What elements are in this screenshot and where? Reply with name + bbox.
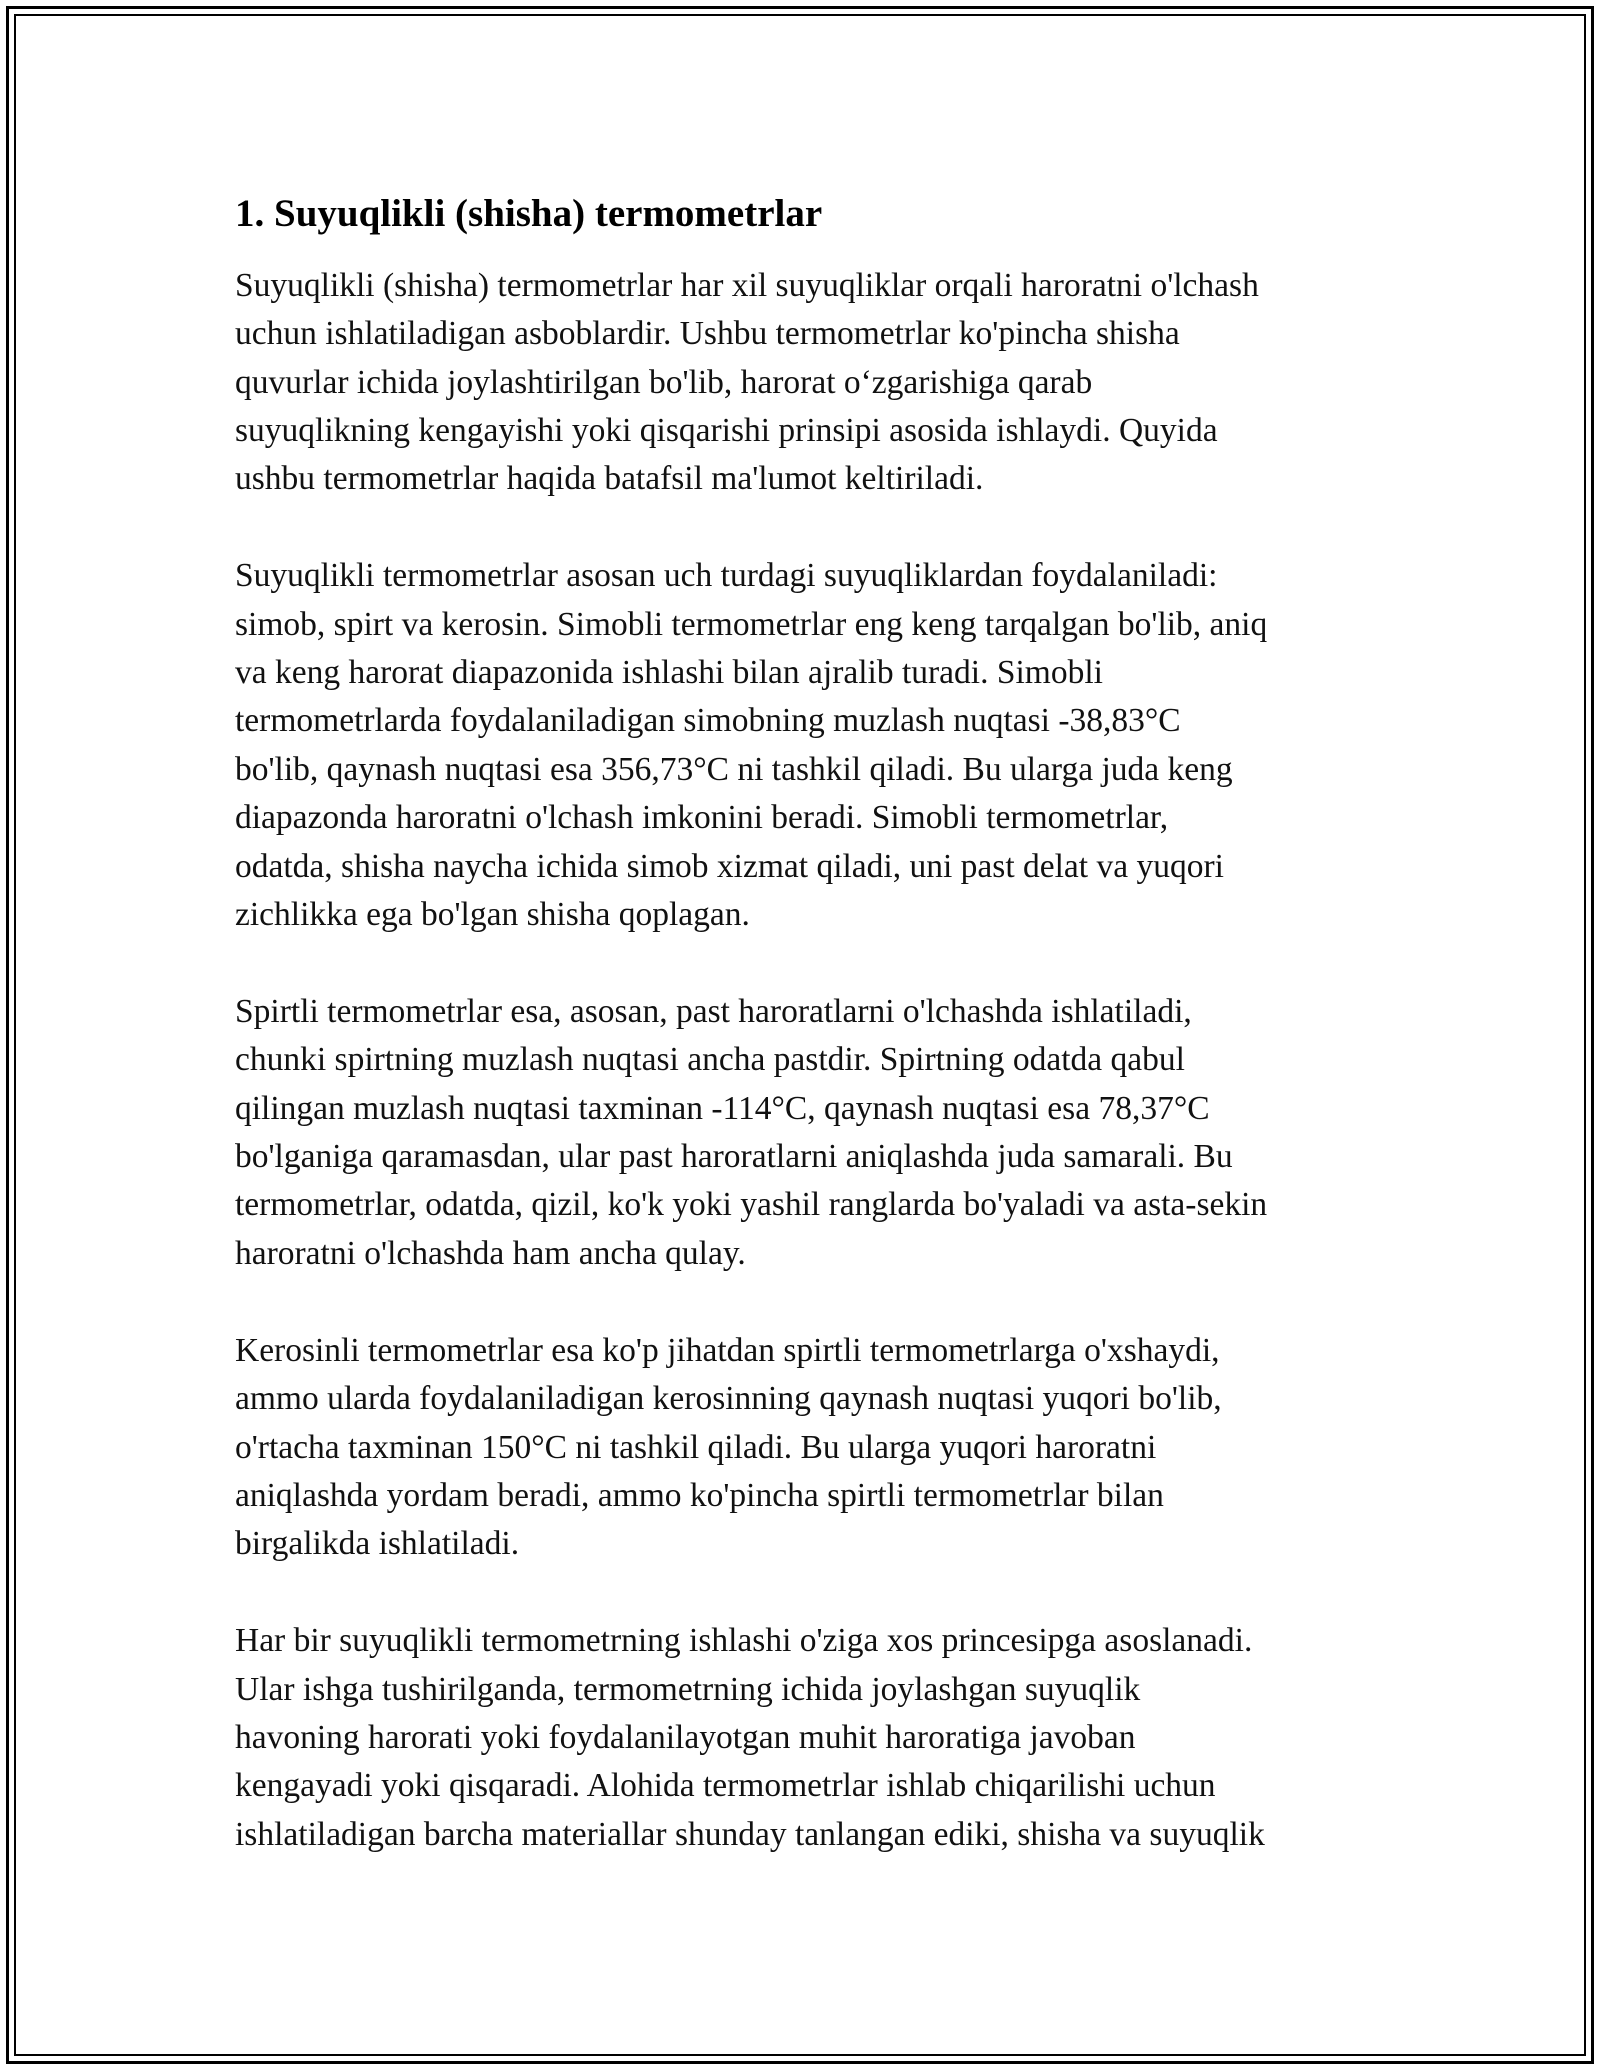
text-line: bo'lib, qaynash nuqtasi esa 356,73°C ni tashkil qiladi. Bu ularga juda keng xyxy=(235,750,1233,788)
text-line: Har bir suyuqlikli termometrning ishlashi o'ziga xos princesipga asoslanadi. xyxy=(235,1622,1253,1660)
text-line: termometrlar, odatda, qizil, ko'k yoki yashil ranglarda bo'yaladi va asta-sekin xyxy=(235,1186,1268,1224)
text-line: birgalikda ishlatiladi. xyxy=(235,1525,520,1563)
text-line: va keng harorat diapazonida ishlashi bilan ajralib turadi. Simobli xyxy=(235,654,1103,692)
text-line: suyuqlikning kengayishi yoki qisqarishi prinsipi asosida ishlaydi. Quyida xyxy=(235,412,1218,450)
document-content xyxy=(235,180,1370,1859)
text-line: odatda, shisha naycha ichida simob xizmat qiladi, uni past delat va yuqori xyxy=(235,847,1224,885)
text-line: haroratni o'lchashda ham ancha qulay. xyxy=(235,1234,746,1272)
paragraph-kerosene-thermometers xyxy=(235,1327,1370,1569)
text-line: simob, spirt va kerosin. Simobli termometrlar eng keng tarqalgan bo'lib, aniq xyxy=(235,605,1268,643)
text-line: quvurlar ichida joylashtirilgan bo'lib, harorat o‘zgarishiga qarab xyxy=(235,363,1093,401)
text-line: aniqlashda yordam beradi, ammo ko'pincha spirtli termometrlar bilan xyxy=(235,1476,1164,1514)
text-line: ishlatiladigan barcha materiallar shunday tanlangan ediki, shisha va suyuqlik xyxy=(235,1815,1265,1853)
paragraph-intro xyxy=(235,262,1370,504)
text-line: kengayadi yoki qisqaradi. Alohida termometrlar ishlab chiqarilishi uchun xyxy=(235,1767,1216,1805)
paragraph-alcohol-thermometers xyxy=(235,988,1370,1278)
text-line: ushbu termometrlar haqida batafsil ma'lumot keltiriladi. xyxy=(235,460,984,498)
text-line: qilingan muzlash nuqtasi taxminan -114°C, qaynash nuqtasi esa 78,37°C xyxy=(235,1089,1210,1127)
text-line: Spirtli termometrlar esa, asosan, past haroratlarni o'lchashda ishlatiladi, xyxy=(235,992,1192,1030)
text-line: chunki spirtning muzlash nuqtasi ancha pastdir. Spirtning odatda qabul xyxy=(235,1041,1185,1079)
paragraph-liquid-types xyxy=(235,552,1370,939)
paragraph-working-principle xyxy=(235,1617,1370,1859)
text-line: o'rtacha taxminan 150°C ni tashkil qiladi. Bu ularga yuqori haroratni xyxy=(235,1428,1157,1466)
text-line: Suyuqlikli termometrlar asosan uch turdagi suyuqliklardan foydalaniladi: xyxy=(235,557,1218,595)
text-line: Kerosinli termometrlar esa ko'p jihatdan spirtli termometrlarga o'xshaydi, xyxy=(235,1331,1220,1369)
section-heading: 1. Suyuqlikli (shisha) termometrlar xyxy=(235,192,823,235)
text-line: havoning harorati yoki foydalanilayotgan muhit haroratiga javoban xyxy=(235,1718,1136,1756)
text-line: diapazonda haroratni o'lchash imkonini beradi. Simobli termometrlar, xyxy=(235,799,1169,837)
text-line: Ular ishga tushirilganda, termometrning ichida joylashgan suyuqlik xyxy=(235,1670,1141,1708)
text-line: uchun ishlatiladigan asboblardir. Ushbu termometrlar ko'pincha shisha xyxy=(235,315,1180,353)
text-line: termometrlarda foydalaniladigan simobning muzlash nuqtasi -38,83°C xyxy=(235,702,1181,740)
text-line: Suyuqlikli (shisha) termometrlar har xil suyuqliklar orqali haroratni o'lchash xyxy=(235,266,1259,304)
text-line: ammo ularda foydalaniladigan kerosinning qaynash nuqtasi yuqori bo'lib, xyxy=(235,1380,1222,1418)
text-line: zichlikka ega bo'lgan shisha qoplagan. xyxy=(235,896,750,934)
text-line: bo'lganiga qaramasdan, ular past haroratlarni aniqlashda juda samarali. Bu xyxy=(235,1138,1233,1176)
